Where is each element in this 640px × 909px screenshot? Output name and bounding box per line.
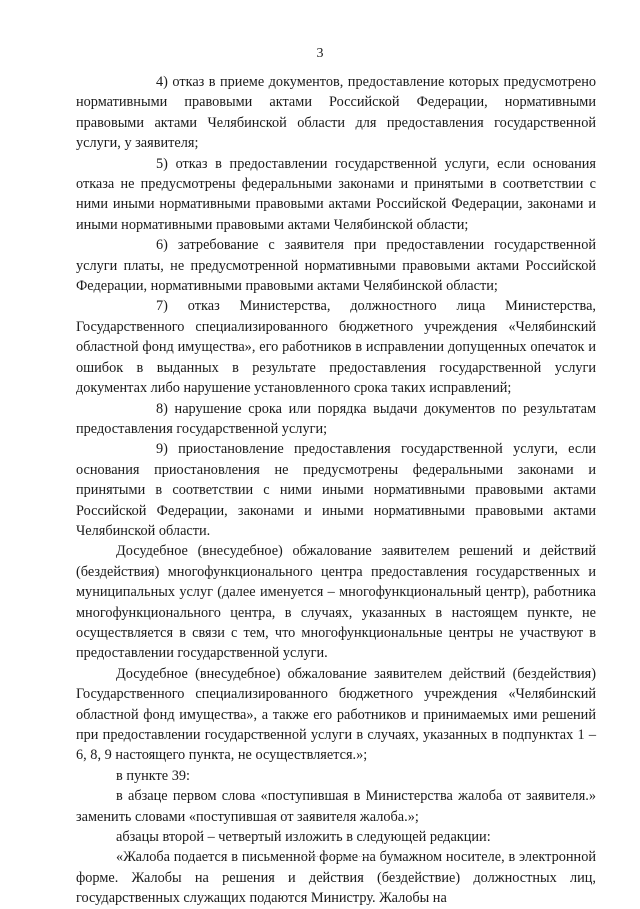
item-text: отказ в предоставлении государственной услуги, если основания отказа не предусмотрены федеральными законами и принятыми в соответствии с ними иными нормативными правовыми актами Российской Федерации, законами и иными нормативными правовыми актами Челябинской области;: [76, 155, 597, 233]
item-text: затребование с заявителя при предоставлении государственной услуги платы, не предусмотренной нормативными правовыми актами Российской Федерации, нормативными правовыми актами Челябинской области;: [76, 237, 597, 295]
list-item-5: [76, 154, 596, 236]
list-item-6: [76, 235, 596, 296]
item-number: 8): [156, 400, 168, 417]
list-item-8: [76, 399, 596, 440]
list-item-9: [76, 439, 596, 541]
paragraph-clause-39: в пункте 39:: [116, 767, 190, 784]
page-number: 3: [316, 46, 324, 61]
item-number: 4): [156, 74, 168, 90]
item-text: отказ Министерства, должностного лица Министерства, Государственного специализированного бюджетного учреждения «Челябинский областной фонд имущества», его работников в исправлении допущенных опечаток и ошибок в выданных в результате предоставления государственной услуги документах либо нарушение установленного срока таких исправлений;: [76, 298, 596, 397]
paragraph-mfc-appeal: Досудебное (внесудебное) обжалование заявителем решений и действий (бездействия) многофункционального центра предоставления государственных и муниципальных услуг (далее именуется – многофункциональный центр), работника многофункционального центра, в случаях, указанных в настоящем пункте, не осуществляется в связи с тем, что многофункциональные центры не участвуют в предоставлении государственной услуги.: [76, 543, 596, 662]
item-number: 5): [156, 155, 168, 172]
item-text: приостановление предоставления государственной услуги, если основания приостановления не предусмотрены федеральными законами и принятыми в соответствии с ними иными нормативными правовыми актами Российской Федерации, законами и иными нормативными правовыми актами Челябинской области.: [76, 441, 596, 539]
item-number: 6): [156, 237, 168, 254]
paragraph-complaint-form: «Жалоба подается в письменной форме на бумажном носителе, в электронной форме. Жалобы на решения и действия (бездействие) должностных лиц, государственных служащих подаются Министру. Жалобы на: [76, 849, 596, 907]
item-text: отказ в приеме документов, предоставление которых предусмотрено нормативными правовыми актами Российской Федерации, нормативными правовыми актами Челябинской области для предоставления государственной услуги, у заявителя;: [76, 74, 597, 152]
paragraph-amend-second-fourth: абзацы второй – четвертый изложить в следующей редакции:: [116, 829, 491, 846]
document-body: [76, 72, 596, 909]
paragraph-amend-first: в абзаце первом слова «поступившая в Министерства жалоба от заявителя.» заменить словами «поступившая от заявителя жалоба.»;: [76, 788, 596, 825]
item-text: нарушение срока или порядка выдачи документов по результатам предоставления государственной услуги;: [76, 400, 597, 437]
paragraph-fund-appeal: Досудебное (внесудебное) обжалование заявителем действий (бездействия) Государственного специализированного бюджетного учреждения «Челябинский областной фонд имущества», а также его работников и принимаемых ими решений при предоставлении государственной услуги в случаях, указанных в подпунктах 1 – 6, 8, 9 настоящего пункта, не осуществляется.»;: [76, 665, 596, 764]
list-item-7: [76, 296, 596, 398]
list-item-4: [76, 72, 596, 154]
item-number: 9): [156, 441, 168, 458]
scan-artifact: [290, 856, 370, 858]
item-number: 7): [156, 298, 168, 315]
